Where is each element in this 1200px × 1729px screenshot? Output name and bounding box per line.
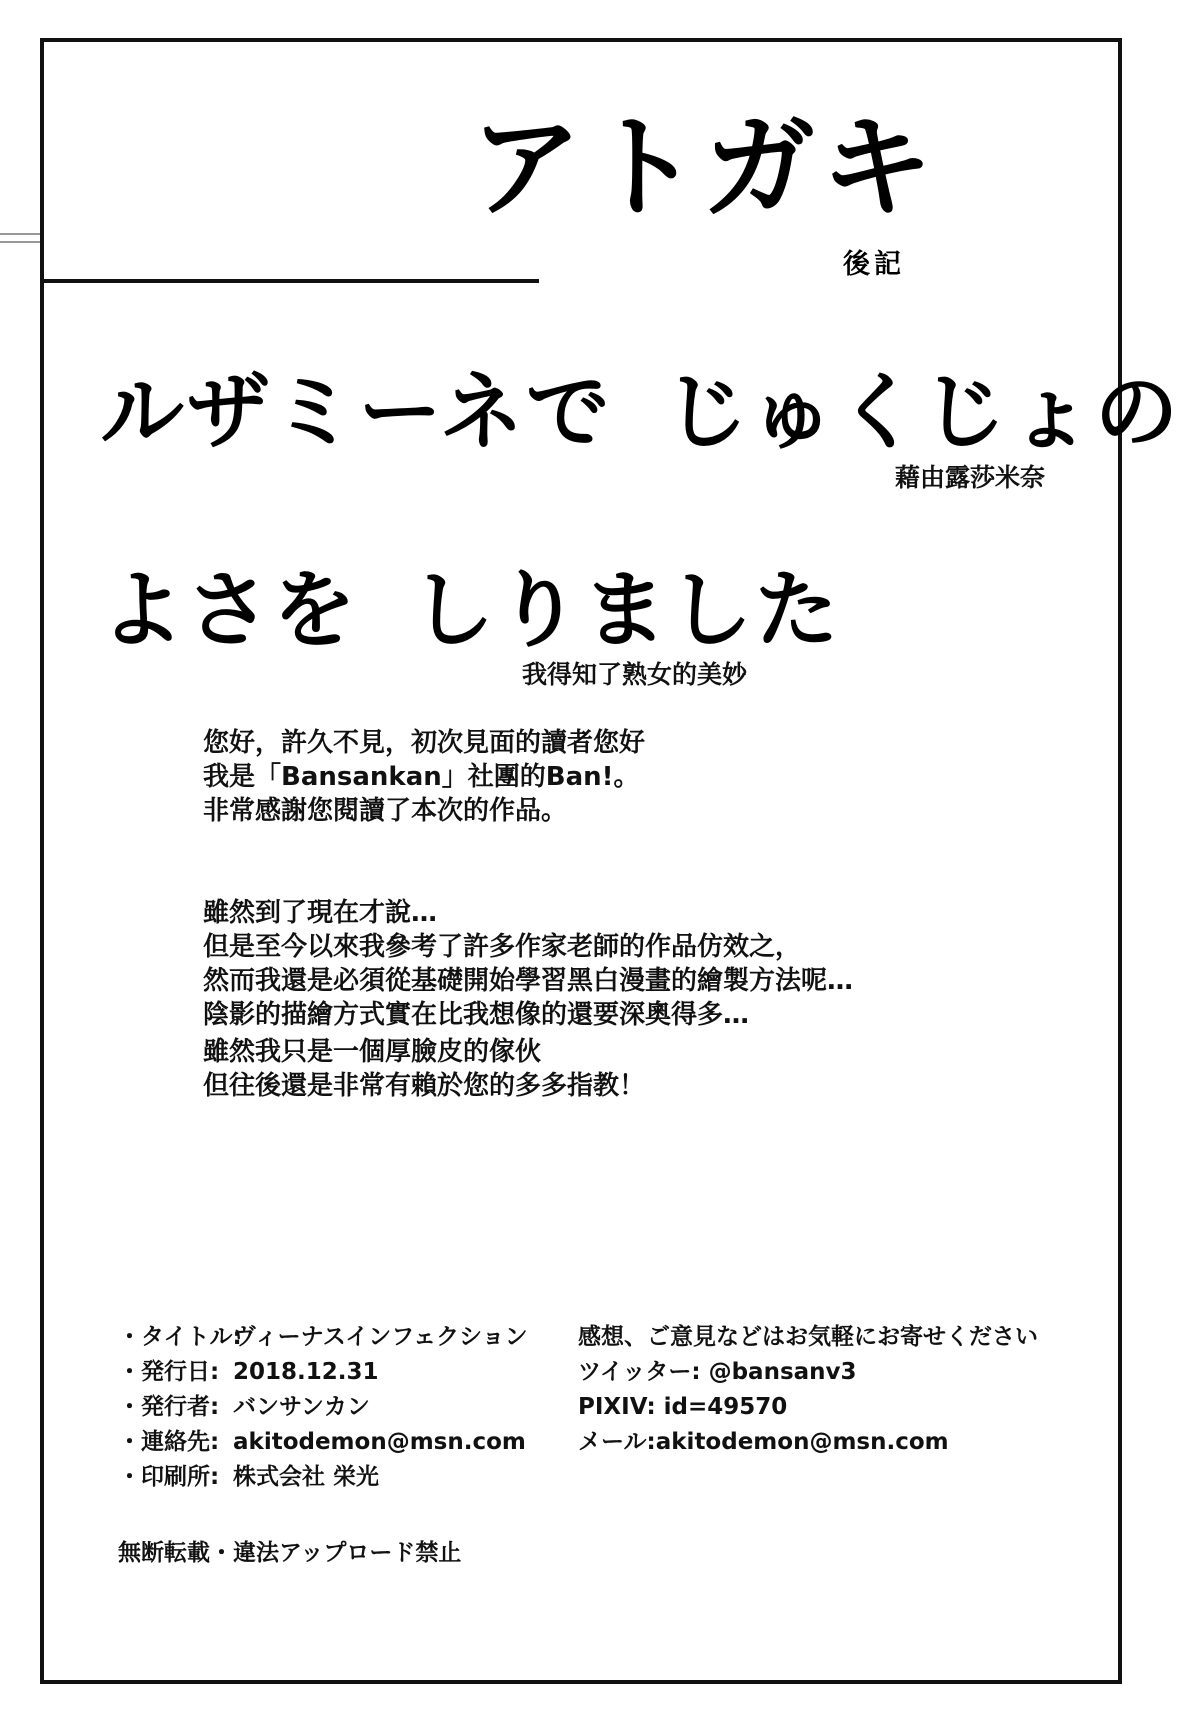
colophon-row-title — [118, 1320, 528, 1355]
page-subtitle: 後記 — [843, 249, 905, 280]
title-line-1-translation: 藉由露莎米奈 — [895, 463, 1046, 492]
body-paragraph-1 — [203, 726, 645, 828]
body-line: 雖然我只是一個厚臉皮的傢伙 — [203, 1037, 542, 1067]
title-line-1: ルザミーネで じゅくじょの — [100, 363, 1181, 461]
page-title: アトガキ — [470, 103, 939, 233]
colophon-row-printer — [118, 1460, 528, 1495]
colophon-label: ・発行日: — [118, 1359, 220, 1385]
colophon-value: 2018.12.31 — [233, 1359, 379, 1385]
colophon-row-contact — [118, 1425, 528, 1460]
body-line: 陰影的描繪方式實在比我想像的還要深奧得多… — [203, 1000, 750, 1030]
colophon-value: バンサンカン — [233, 1394, 370, 1420]
copyright-notice: 無断転載・違法アップロード禁止 — [118, 1540, 462, 1566]
colophon-feedback-note: 感想、ご意見などはお気軽にお寄せください — [578, 1324, 1038, 1350]
colophon-value: 株式会社 栄光 — [233, 1464, 380, 1490]
body-paragraph-2 — [203, 896, 853, 1032]
page-edge-mark — [0, 233, 40, 243]
colophon-value: akitodemon@msn.com — [233, 1429, 526, 1455]
body-line: 但是至今以來我參考了許多作家老師的作品仿效之， — [203, 932, 802, 962]
colophon-row-date — [118, 1355, 528, 1390]
colophon-label: ・タイトル: — [118, 1324, 242, 1350]
colophon-pixiv: PIXIV: id=49570 — [578, 1394, 788, 1420]
colophon-right — [578, 1320, 1038, 1460]
colophon-label: ・印刷所: — [118, 1464, 220, 1490]
body-paragraph-3 — [203, 1035, 645, 1103]
colophon-left — [118, 1320, 528, 1495]
body-line: 您好，許久不見，初次見面的讀者您好 — [203, 728, 646, 758]
title-rule — [44, 279, 539, 283]
body-line: 我是「Bansankan」社團的Ban!。 — [203, 762, 640, 792]
colophon-value: ヴィーナスインフェクション — [233, 1324, 528, 1350]
colophon-twitter: ツイッター: @bansanv3 — [578, 1359, 857, 1385]
body-line: 但往後還是非常有賴於您的多多指教！ — [203, 1071, 646, 1101]
colophon-label: ・連絡先: — [118, 1429, 220, 1455]
body-line: 雖然到了現在才說… — [203, 898, 438, 928]
body-line: 非常感謝您閱讀了本次的作品。 — [203, 796, 568, 826]
title-line-2-translation: 我得知了熟女的美妙 — [522, 660, 748, 689]
colophon-email: メール:akitodemon@msn.com — [578, 1429, 949, 1455]
title-line-2: よさを しりました — [100, 561, 841, 659]
colophon-row-publisher — [118, 1390, 528, 1425]
colophon-label: ・発行者: — [118, 1394, 220, 1420]
body-line: 然而我還是必須從基礎開始學習黑白漫畫的繪製方法呢… — [203, 966, 854, 996]
